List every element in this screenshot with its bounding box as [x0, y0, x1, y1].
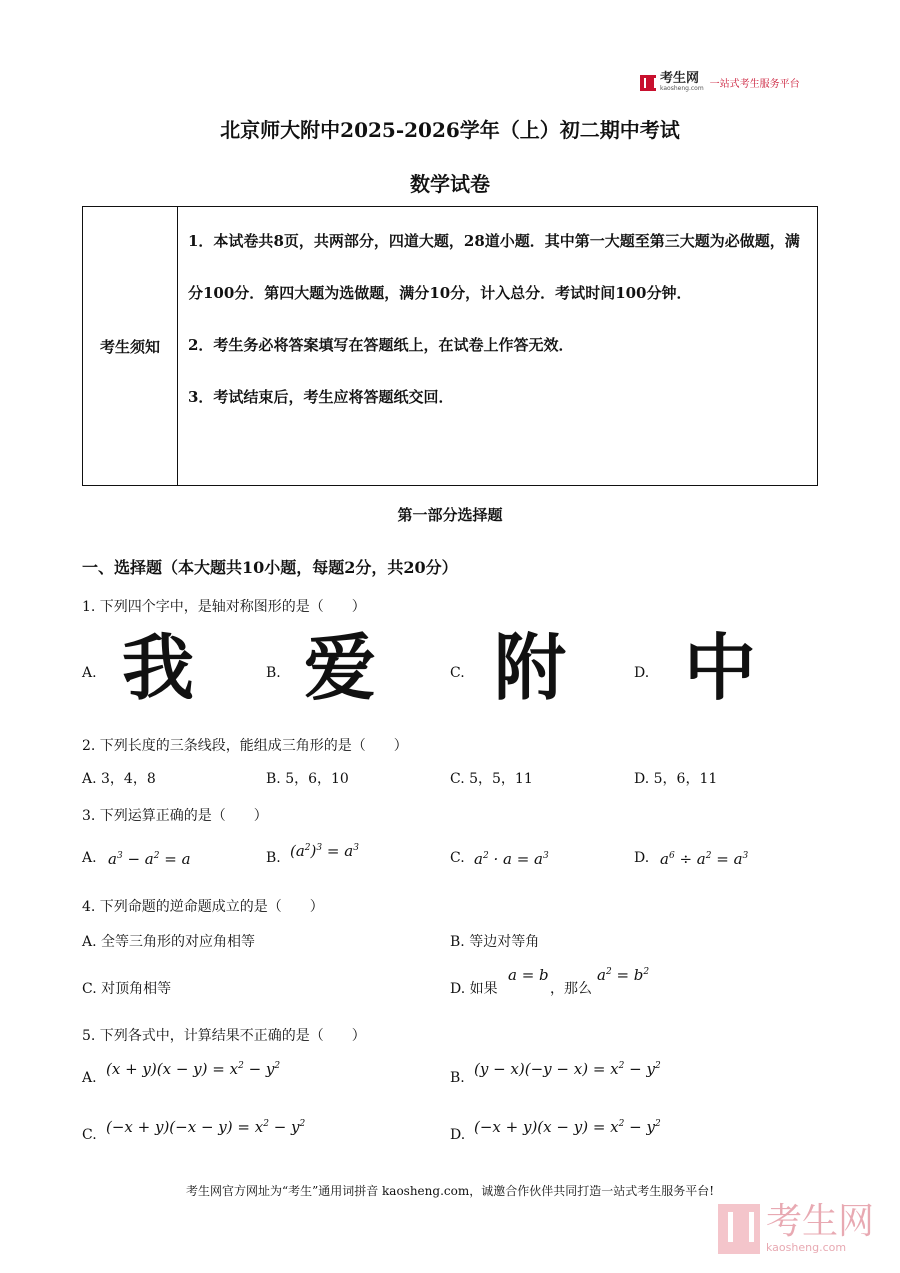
q1-label-d: D. — [634, 665, 650, 681]
q4-formula-d1: a = b — [508, 966, 549, 984]
q3-formula-a: $a^3 - a^2 = a$ — [108, 850, 191, 868]
q1-char-a: 我 — [122, 626, 195, 710]
exam-subtitle: 数学试卷 — [410, 172, 490, 196]
q2-option-c: C. 5，5，11 — [450, 771, 533, 787]
q3-label-b: B. — [266, 850, 281, 866]
notice-body — [178, 207, 818, 486]
q4-stem: 4. 下列命题的逆命题成立的是（ ） — [82, 899, 324, 915]
q1-char-c: 附 — [494, 626, 567, 710]
notice-table — [82, 206, 818, 486]
q5-label-d: D. — [450, 1127, 466, 1143]
brand-slogan: 一站式考生服务平台 — [709, 79, 800, 90]
brand-logo — [640, 73, 800, 92]
q3-formula-b: $(a^2)^3 = a^3$ — [290, 842, 359, 860]
q2-stem: 2. 下列长度的三条线段，能组成三角形的是（ ） — [82, 738, 408, 754]
watermark-domain: kaosheng.com — [766, 1241, 847, 1254]
brand-name: 考生网 — [660, 71, 700, 86]
q4-option-d-mid: ，那么 — [550, 981, 592, 997]
footer-text: 考生网官方网址为“考生”通用词拼音 kaosheng.com，诚邀合作伙伴共同打造一站式考生服务平台! — [185, 1184, 715, 1198]
q1-label-c: C. — [450, 665, 465, 681]
watermark-name: 考生网 — [766, 1201, 875, 1242]
q4-option-a: A. 全等三角形的对应角相等 — [82, 934, 256, 950]
q5-formula-c: $(-x + y)(-x - y) = x^2 - y^2$ — [106, 1118, 306, 1136]
exam-title: 北京师大附中2025-2026学年（上）初二期中考试 — [220, 118, 680, 142]
watermark-logo — [718, 1203, 874, 1254]
q4-option-b: B. 等边对等角 — [450, 934, 540, 950]
q5-label-a: A. — [82, 1070, 97, 1086]
q5-formula-d: $(-x + y)(x - y) = x^2 - y^2$ — [474, 1118, 661, 1136]
q2-option-b: B. 5，6，10 — [266, 771, 349, 787]
q5-label-c: C. — [82, 1127, 97, 1143]
q1-label-b: B. — [266, 665, 281, 681]
q1-char-b: 爱 — [304, 626, 377, 710]
q3-label-c: C. — [450, 850, 465, 866]
q4-formula-d2: $a^2 = b^2$ — [597, 966, 650, 984]
q1-label-a: A. — [82, 665, 97, 681]
watermark-icon — [718, 1204, 760, 1254]
notice-item: 2．考生务必将答案填写在答题纸上，在试卷上作答无效． — [188, 336, 574, 354]
q3-label-a: A. — [82, 850, 97, 866]
q5-formula-a: $(x + y)(x - y) = x^2 - y^2$ — [106, 1060, 281, 1078]
q1-stem: 1. 下列四个字中，是轴对称图形的是（ ） — [82, 599, 366, 615]
q5-stem: 5. 下列各式中，计算结果不正确的是（ ） — [82, 1028, 366, 1044]
brand-domain: kaosheng.com — [660, 85, 704, 92]
q2-option-d: D. 5，6，11 — [634, 771, 718, 787]
notice-item: 3．考试结束后，考生应将答题纸交回． — [188, 388, 454, 406]
q3-formula-c: $a^2 \cdot a = a^3$ — [474, 850, 549, 868]
q1-char-d: 中 — [684, 626, 757, 710]
q5-formula-b: $(y - x)(-y - x) = x^2 - y^2$ — [474, 1060, 661, 1078]
q4-option-d-label: D. 如果 — [450, 981, 498, 997]
q2-option-a: A. 3，4，8 — [82, 771, 156, 787]
q3-label-d: D. — [634, 850, 650, 866]
brand-logo-icon — [640, 75, 656, 91]
part-title: 一、选择题（本大题共10小题，每题2分，共20分） — [82, 558, 458, 577]
q3-formula-d: $a^6 \div a^2 = a^3$ — [660, 850, 749, 868]
notice-item: 1．本试卷共8页，共两部分，四道大题，28道小题．其中第一大题至第三大题为必做题，满分100分．第四大题为选做题，满分10分，计入总分．考试时间100分钟． — [188, 232, 800, 302]
q5-label-b: B. — [450, 1070, 465, 1086]
q4-option-c: C. 对顶角相等 — [82, 981, 172, 997]
notice-label: 考生须知 — [83, 207, 178, 486]
section-title: 第一部分选择题 — [397, 506, 503, 524]
q3-stem: 3. 下列运算正确的是（ ） — [82, 808, 268, 824]
